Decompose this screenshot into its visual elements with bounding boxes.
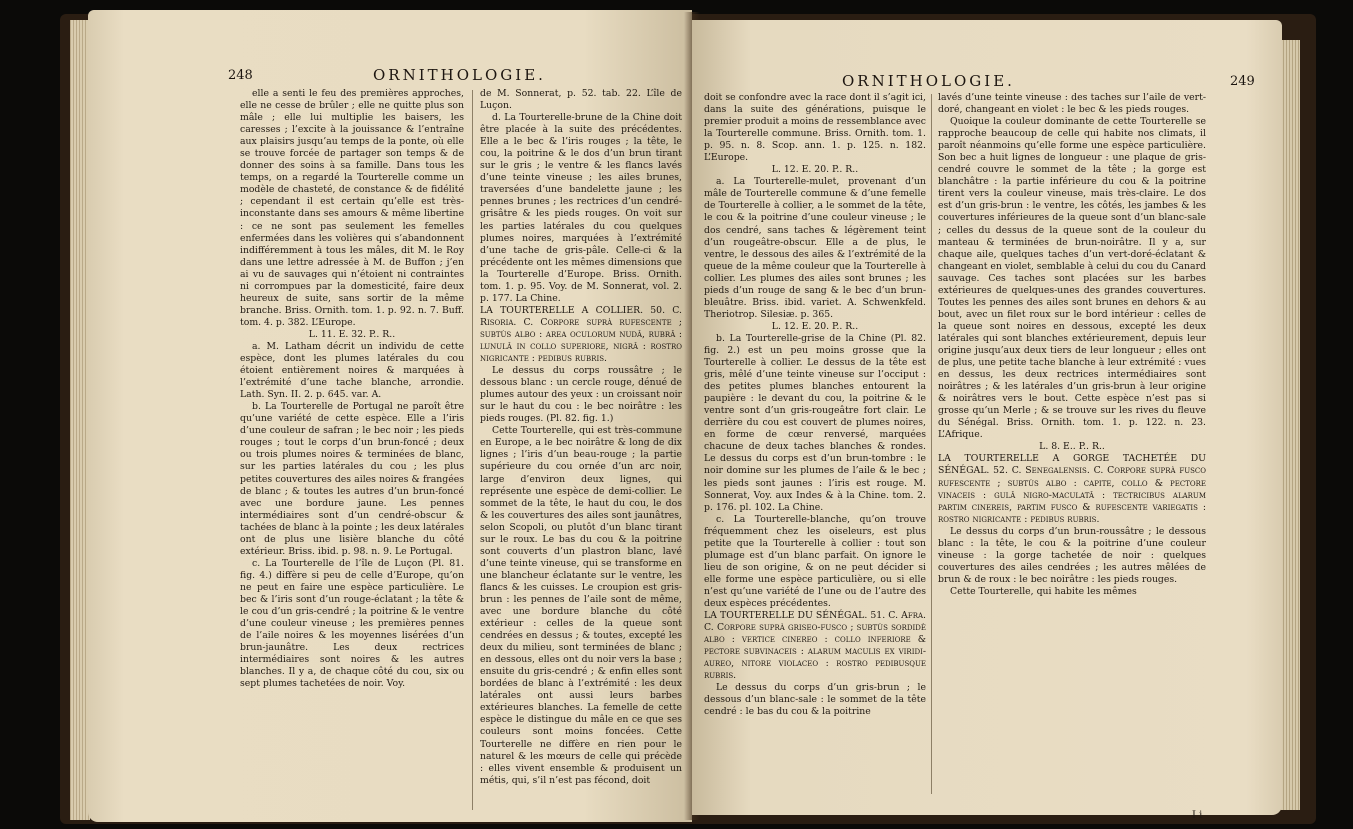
measurement-line: L. 8. E.. P.. R.. — [1039, 441, 1105, 453]
paragraph: a. M. Latham décrit un individu de cette espèce, dont les plumes latérales du cou étoient entièrement noires & marquées à l’extrémité d’une tache blanche, arrondie. Lath. Syn. II. 2. p. 645. var. A. — [240, 340, 464, 401]
left-column-1 — [240, 88, 464, 690]
paragraph: c. La Tourterelle de l’île de Luçon (Pl. 81. fig. 4.) diffère si peu de celle d’Europe, qu’on ne peut en faire une espèce particulière. Le bec & l’iris sont d’un rouge-éclatant ; la tête & le cou d’un gris-cendré ; la poitrine & le ventre d’une couleur vineuse ; les premières pennes de l’aile noires & les moyennes lisérées d’un brun-jaunâtre. Les deux rectrices intermédiaires sont noires & les autres blanches. Il y a, de chaque côté du cou, six ou sept plumes tachetées de noir. Voy. — [240, 557, 464, 690]
measurement-line: L. 11. E. 32. P.. R.. — [308, 328, 396, 340]
paragraph: c. La Tourterelle-blanche, qu’on trouve fréquemment chez les oiseleurs, est plus petite que la Tourterelle à collier : tout son plumage est d’un blanc parfait. On ignore le lieu de son origine, & on ne peut décider si elle forme une espèce particulière, ou si elle n’est qu’une variété de l’une ou de l’autre des deux espèces précédentes. — [704, 513, 926, 609]
paragraph: Cette Tourterelle, qui habite les mêmes — [950, 585, 1137, 597]
paragraph: elle a senti le feu des premières approches, elle ne cesse de brûler ; elle ne quitte plus son mâle ; elle lui multiplie les baisers, les caresses ; l’excite à la jouissance & l’entraîne aux plaisirs jusqu’au temps de la ponte, où elle se trouve forcée de partager son temps & de donner des soins à sa famille. Dans tous les temps, on a regardé la Tourterelle comme un modèle de chasteté, de constance & de fidélité ; cependant il est certain qu’elle est très-inconstante dans ses amours & même libertine : ce ne sont pas seulement les femelles enfermées dans les volières qui s’abandonnent indifféremment à tous les mâles, dit M. le Roy dans une lettre adressée à M. de Buffon ; j’en ai vu de sauvages qui n’étoient ni contraintes ni corrompues par la domesticité, faire deux heureux de suite, sans sortir de la même branche. Briss. Ornith. tom. 1. p. 92. n. 7. Buff. tom. 4. p. 382. L’Europe. — [240, 88, 464, 328]
paragraph: Cette Tourterelle, qui est très-commune en Europe, a le bec noirâtre & long de dix lignes ; l’iris d’un beau-rouge ; la partie supérieure du cou ornée d’un arc noir, large d’environ deux lignes, qui représente une espèce de demi-collier. Le sommet de la tête, le haut du cou, le dos & les couvertures des ailes sont jaunâtres, selon Scopoli, ou plutôt d’un blanc tirant sur le roux. Le bas du cou & la poitrine sont couverts d’un plastron blanc, lavé d’une teinte vineuse, qui se transforme en une blancheur éclatante sur le ventre, les flancs & les cuisses. Le croupion est gris-brun : les pennes de l’aile sont de même, avec une bordure blanche du côté extérieur : celles de la queue sont cendrées en dessus ; & toutes, excepté les deux du milieu, sont terminées de blanc ; en dessous, elles ont du noir vers la base ; ensuite du gris-cendré ; & enfin elles sont bordées de blanc à l’extrémité : les deux latérales ont aussi leurs barbes extérieures blanches. La femelle de cette espèce le distingue du mâle en ce que ses couleurs sont moins foncées. Cette Tourterelle ne diffère en rien pour le naturel & les mœurs de celle qui précède : elles vivent ensemble & produisent un métis, qui, s’il n’est pas fécond, doit — [480, 425, 682, 786]
paragraph: lavés d’une teinte vineuse : des taches sur l’aile de vert-doré, changeant en violet : le bec & les pieds rouges. — [938, 92, 1206, 116]
paragraph: Le dessus du corps d’un brun-roussâtre ; le dessous blanc : la tête, le cou & la poitrine d’une couleur vineuse : la gorge tachetée de noir : quelques couvertures des ailes cendrées ; les autres mêlées de brun & de roux : le bec noirâtre : les pieds rouges. — [938, 525, 1206, 585]
paragraph: b. La Tourterelle de Portugal ne paroît être qu’une variété de cette espèce. Elle a l’iris d’une couleur de safran ; le bec noir ; les pieds rouges ; tout le corps d’un brun-foncé ; deux ou trois plumes noires & terminées de blanc, sur les parties latérales du cou ; les plus petites couvertures des ailes noires & frangées de blanc ; & toutes les autres d’un brun-foncé avec une bordure jaune. Les pennes intermédiaires sont d’un cendré-obscur & tachées de blanc à la pointe ; les deux latérales ont de plus une lisière blanche du côté extérieur. Briss. ibid. p. 98. n. 9. Le Portugal. — [240, 401, 464, 557]
right-column-2 — [938, 92, 1206, 598]
paragraph: d. La Tourterelle-brune de la Chine doit être placée à la suite des précédentes. Elle a le bec & l’iris rouges ; la tête, le cou, la poitrine & le dos d’un brun tirant sur le gris ; le ventre & les flancs lavés d’une teinte vineuse ; les ailes brunes, traversées d’une bandelette jaune ; les pennes brunes ; les rectrices d’un cendré-grisâtre & les pieds rouges. On voit sur les parties latérales du cou quelques plumes noires, marquées à l’extrémité d’une tache de gris-pâle. Celle-ci & la précédente ont les mêmes dimensions que la Tourterelle d’Europe. Briss. Ornith. tom. 1. p. 95. Voy. de M. Sonnerat, vol. 2. p. 177. La Chine. — [480, 112, 682, 304]
paragraph: doit se confondre avec la race dont il s’agit ici, dans la suite des générations, puisque le premier produit a moins de ressemblance avec la Tourterelle commune. Briss. Ornith. tom. 1. p. 95. n. 8. Scop. ann. 1. p. 125. n. 182. L’Europe. — [704, 92, 926, 164]
right-running-head: ORNITHOLOGIE. — [842, 72, 1015, 90]
left-column-2 — [480, 88, 682, 787]
species-heading: LA TOURTERELLE DU SÉNÉGAL. 51. C. Afra. C. Corpore suprà griseo-fusco ; subtùs sordidè albo : vertice cinereo : collo inferiore & pectore subvinaceis : alarum maculis ex viridi-aureo, nitore violaceo : rostro pedibusque rubris. — [704, 610, 926, 682]
right-page — [692, 20, 1282, 821]
column-divider — [472, 90, 473, 810]
column-divider — [931, 94, 932, 794]
paragraph: a. La Tourterelle-mulet, provenant d’un mâle de Tourterelle commune & d’une femelle de Tourterelle à collier, a le sommet de la tête, le cou & la poitrine d’une couleur vineuse ; le dos cendré, sans taches & légèrement teint d’un rougeâtre-obscur. Elle a de plus, le ventre, le dessous des ailes & l’extrémité de la queue de la même couleur que la Tourterelle à collier. Les plumes des ailes sont brunes ; les pieds d’un rouge de sang & le bec d’un brun-bleuâtre. Briss. ibid. variet. A. Schwenkfeld. Theriotrop. Silesiæ. p. 365. — [704, 176, 926, 320]
measurement-line: L. 12. E. 20. P.. R.. — [771, 320, 859, 332]
measurement-line: L. 12. E. 20. P.. R.. — [771, 164, 859, 176]
paragraph: Quoique la couleur dominante de cette Tourterelle se rapproche beaucoup de celle qui habite nos climats, il paroît néanmoins qu’elle forme une espèce particulière. Son bec a huit lignes de longueur : une plaque de gris-cendré couvre le sommet de la tête ; la gorge est blanchâtre : la partie inférieure du cou & la poitrine tirent vers la couleur vineuse, mais très-claire. Le dos est d’un gris-brun : le ventre, les côtés, les jambes & les couvertures inférieures de la queue sont d’un blanc-sale ; celles du dessus de la queue sont de la couleur du manteau & terminées de brun-noirâtre. Il y a, sur chaque aile, quelques taches d’un vert-doré-éclatant & changeant en violet, semblable à celui du cou du Canard sauvage. Ces taches sont placées sur les barbes extérieures de quelques-unes des grandes couvertures. Toutes les pennes des ailes sont brunes en dehors & au bout, avec un filet roux sur le bord intérieur : celles de la queue sont noires en dessous, excepté les deux latérales qui sont blanches extérieurement, depuis leur origine jusqu’aux deux tiers de leur longueur ; elles ont de plus, une petite tache blanche à leur extrémité : vues en dessus, les deux rectrices intermédiaires sont noirâtres ; & les latérales d’un gris-brun à leur origine & noirâtres vers le bout. Cette espèce n’est pas si grosse qu’un Merle ; & se trouve sur les rives du fleuve du Sénégal. Briss. Ornith. tom. 1. p. 122. n. 23. L’Afrique. — [938, 116, 1206, 441]
paragraph: de M. Sonnerat, p. 52. tab. 22. L’île de Luçon. — [480, 88, 682, 112]
left-page-number: 248 — [228, 68, 253, 83]
species-heading: LA TOURTERELLE A GORGE TACHETÉE DU SÉNÉGAL. 52. C. Senegalensis. C. Corpore suprà fusco rufescente ; subtùs albo : capite, collo & pectore vinaceis : gulâ nigro-maculatâ : tectricibus alarum partim cinereis, partim fusco & rufescente variegatis : rostro nigricante : pedibus rubris. — [938, 453, 1206, 525]
paragraph: Le dessus du corps d’un gris-brun ; le dessous d’un blanc-sale : le sommet de la tête cendré : le bas du cou & la poitrine — [704, 682, 926, 718]
page-stack-left — [70, 20, 90, 820]
paragraph: Le dessus du corps roussâtre ; le dessous blanc : un cercle rouge, dénué de plumes autour des yeux : un croissant noir sur le haut du cou : le bec noirâtre : les pieds rouges. (Pl. 82. fig. 1.) — [480, 365, 682, 425]
species-heading: LA TOURTERELLE A COLLIER. 50. C. Risoria. C. Corpore suprà rufescente ; subtùs albo : area oculorum nudâ, rubrâ : lunulâ in collo superiore, nigrâ : rostro nigricante : pedibus rubris. — [480, 304, 682, 365]
left-running-head: ORNITHOLOGIE. — [373, 66, 546, 84]
right-column-1 — [704, 92, 926, 718]
paragraph: b. La Tourterelle-grise de la Chine (Pl. 82. fig. 2.) est un peu moins grosse que la Tourterelle à collier. Le dessus de la tête est gris, mêlé d’une teinte vineuse sur l’occiput : des petites plumes blanches entourent la paupière : le devant du cou, la poitrine & le ventre sont d’un gris-rougeâtre fort clair. Le derrière du cou est couvert de plumes noires, en forme de cœur renversé, marquées chacune de deux taches blanches & rondes. Le dessus du corps est d’un brun-tombre : le noir domine sur les plumes de l’aile & le bec ; les pieds sont jaunes : l’iris est rouge. M. Sonnerat, Voy. aux Indes & à la Chine. tom. 2. p. 176. pl. 102. La Chine. — [704, 332, 926, 513]
signature-mark: I i — [1192, 810, 1203, 821]
left-page — [88, 10, 692, 822]
right-page-number: 249 — [1230, 74, 1255, 89]
